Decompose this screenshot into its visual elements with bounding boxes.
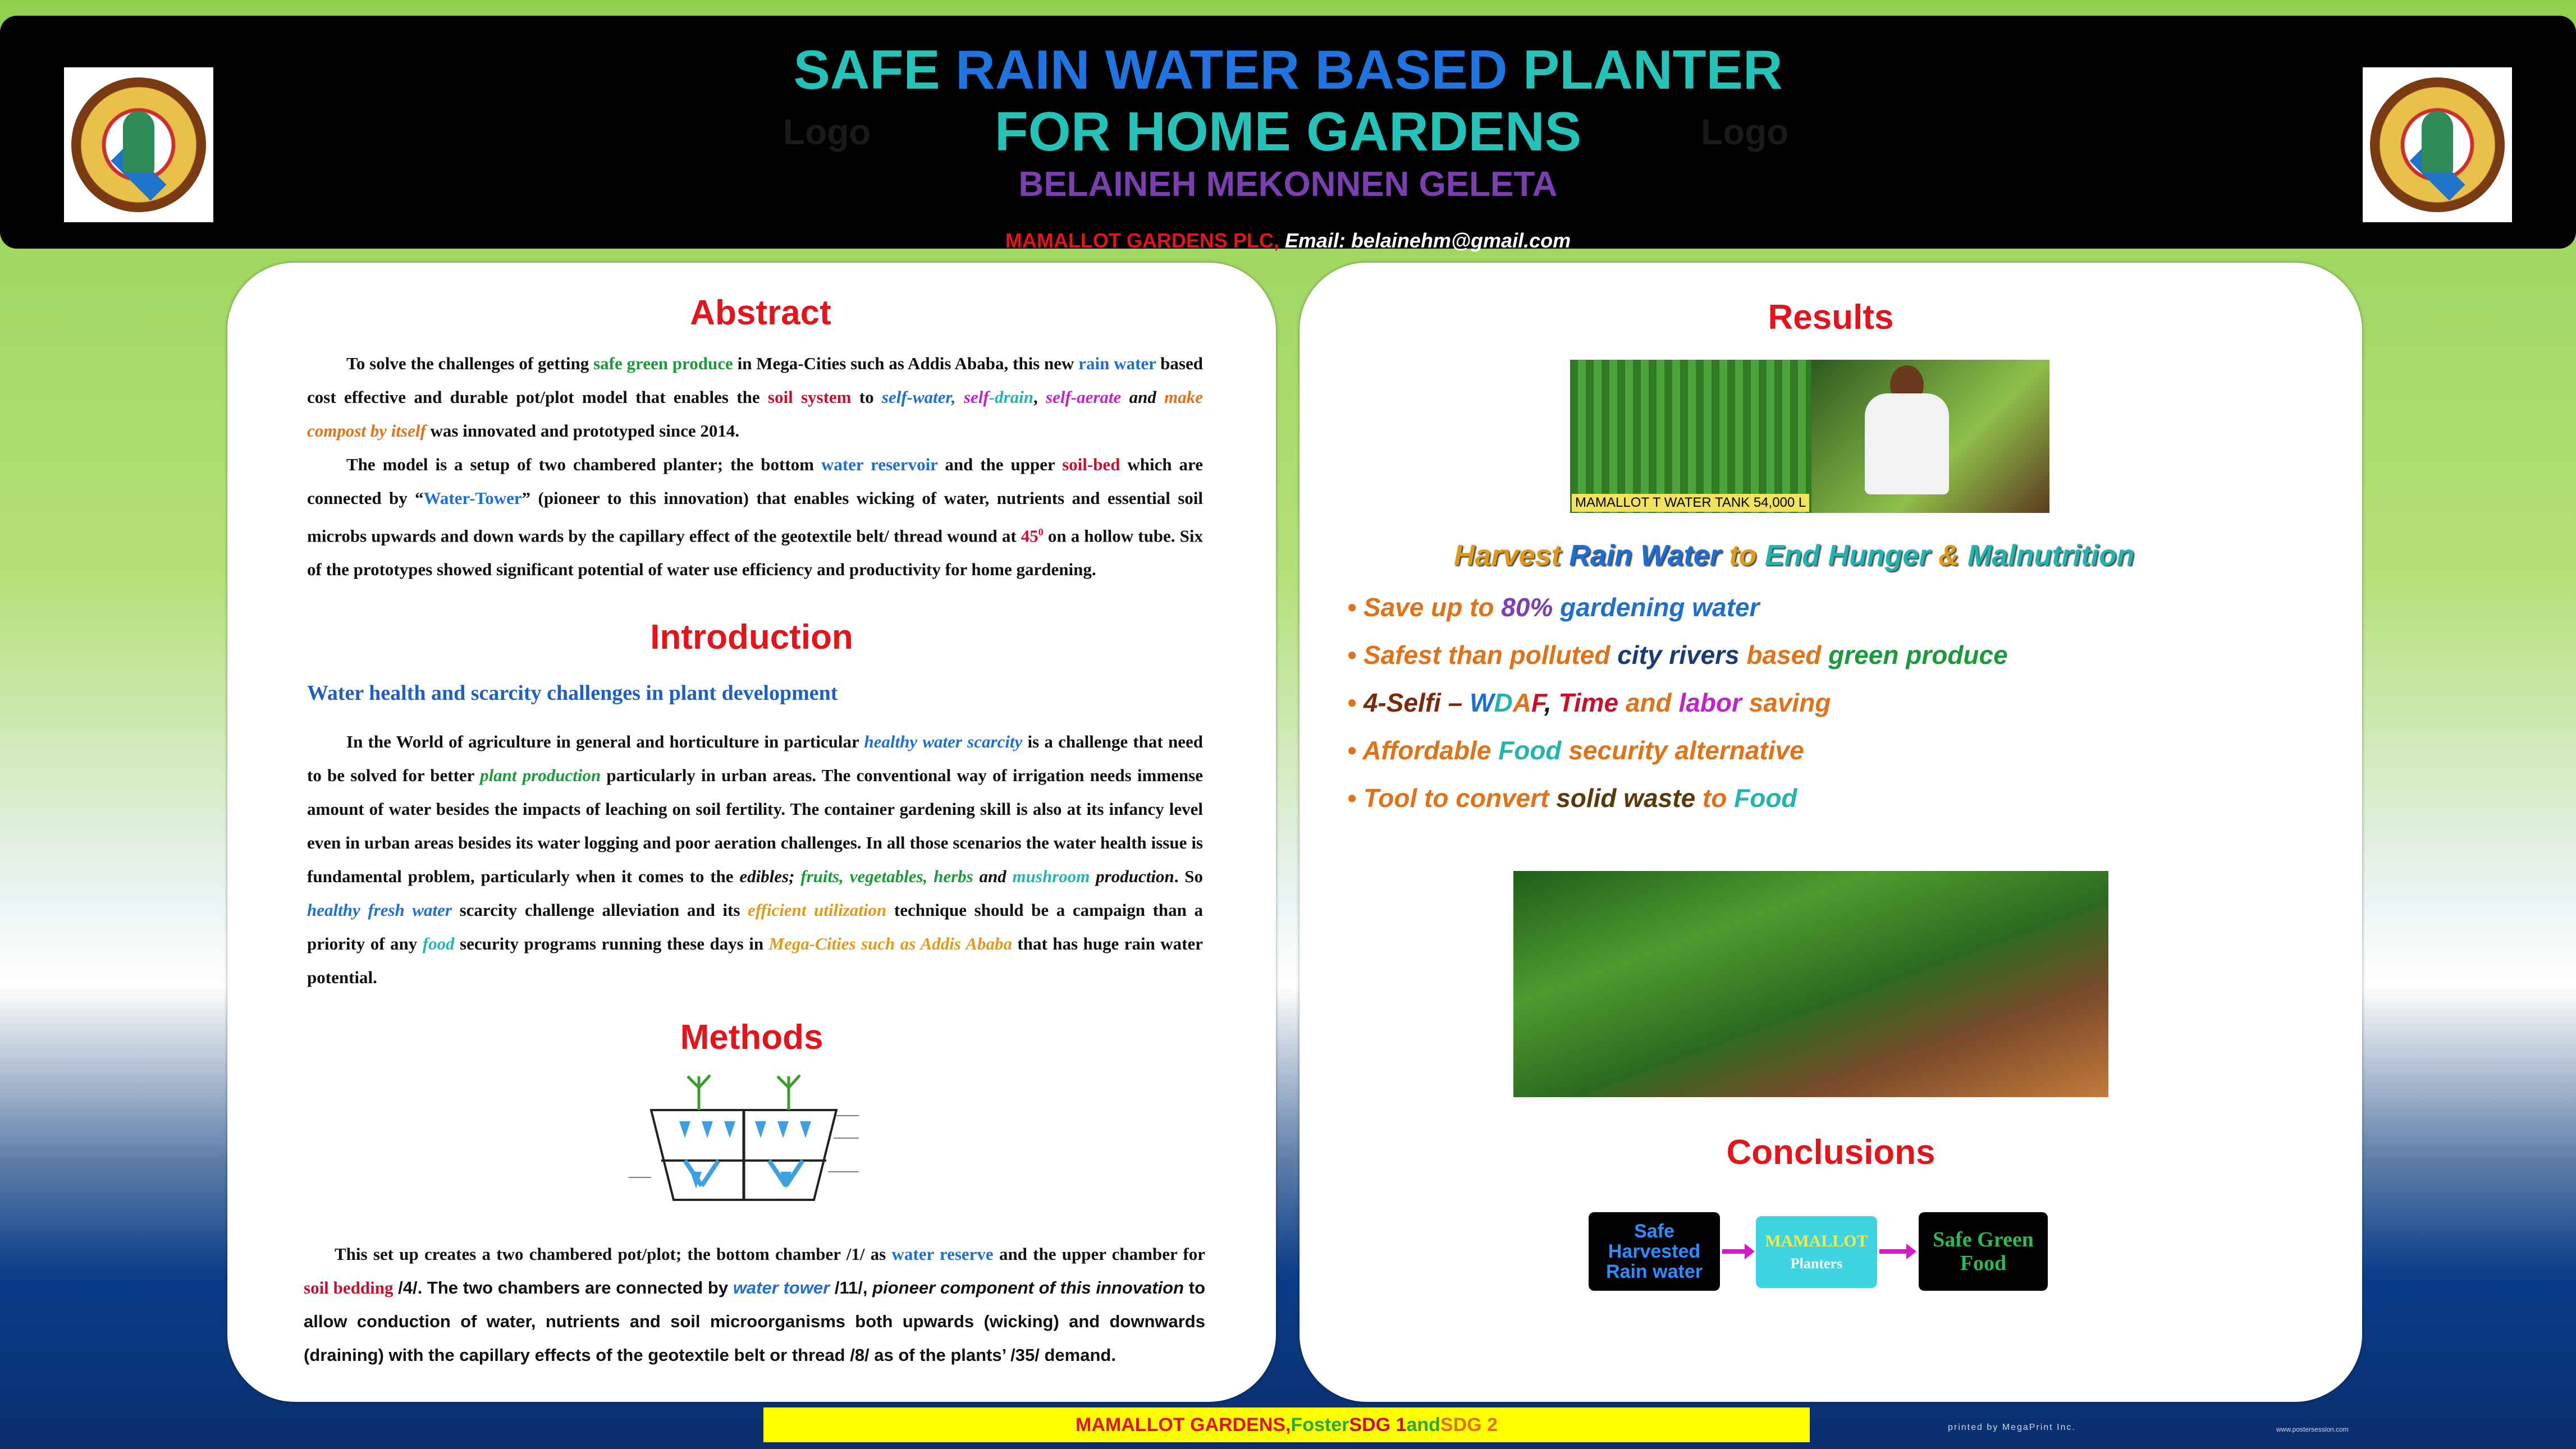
harvest-slogan: Harvest Rain Water to End Hunger & Malnutrition: [1454, 539, 2135, 572]
abstract-title: Abstract: [690, 294, 831, 332]
poster-header: [0, 16, 2576, 252]
author-name: BELAINEH MEKONNEN GELETA: [1018, 165, 1558, 204]
arrow-right-icon: [1879, 1249, 1911, 1254]
bullet-item: • Tool to convert solid waste to Food: [1347, 783, 1797, 813]
title-line-1: SAFE RAIN WATER BASED PLANTER: [793, 39, 1783, 100]
abstract-text: To solve the challenges of getting safe green produce in Mega-Cities such as Addis Ababa, this new rain water based cost effective and durable pot/plot model that enables the soil system to self-water, self-drain, self-aerate and make compost by itself was innovated and prototyped since 2014. The model is a setup of two chambered planter; the bottom water reservoir and the upper soil-bed which are connected by “Water-Tower” (pioneer to this innovation) that enables wicking of water, nutrients and essential soil microbs upwards and down wards by the capillary effect of the geotextile belt/ thread wound at $45^0$ on a hollow tube. Six of the prototypes showed significant potential of water use efficiency and productivity for home gardening.: [307, 354, 1204, 580]
title-line-2: FOR HOME GARDENS: [994, 100, 1582, 162]
printer-credit: printed by MegaPrint Inc.: [1948, 1423, 2076, 1432]
email: Email: belainehm@gmail.com: [1284, 229, 1571, 252]
results-title: Results: [1768, 298, 1894, 337]
results-bullets: [1347, 584, 2008, 822]
logo-placeholder-right: Logo: [1701, 112, 1789, 152]
tank-label: MAMALLOT T WATER TANK 54,000 L: [1572, 494, 1809, 512]
bullet-item: • Safest than polluted city rivers based green produce: [1347, 640, 2008, 670]
arrow-right-icon: [1722, 1249, 1749, 1254]
affiliation-line: [0, 229, 2576, 253]
methods-text: This set up creates a two chambered pot/plot; the bottom chamber /1/ as water reserve and the upper chamber for soil bedding /4/. The two chambers are connected by water tower /11/, pioneer component of this innovation to allow conduction of water, nutrients and soil microorganisms both upwards (wicking) and downwards (draining) with the capillary effects of the geotextile belt or thread /8/ as of the plants’ /35/ demand.: [304, 1244, 1205, 1365]
introduction-title: Introduction: [650, 618, 853, 657]
gardener-photo: [1811, 360, 2049, 513]
introduction-subheading: Water health and scarcity challenges in plant development: [307, 681, 838, 705]
bullet-item: • Save up to 80% gardening water: [1347, 593, 1760, 622]
planter-diagram: [617, 1060, 870, 1228]
garden-beds-photo: [1513, 871, 2108, 1097]
printer-url: www.postersession.com: [2276, 1425, 2349, 1433]
flow-box-planters: MAMALLOT Planters: [1756, 1216, 1877, 1288]
bullet-item: • 4-Selfi – WDAF, Time and labor saving: [1347, 688, 1831, 717]
logo-placeholder-left: Logo: [783, 112, 871, 152]
introduction-text: In the World of agriculture in general and horticulture in particular healthy water scarcity is a challenge that need to be solved for better plant production particularly in urban areas. The conventional way of irrigation needs immense amount of water besides the impacts of leaching on soil fertility. The container gardening skill is also at its infancy level even in urban areas besides its water logging and poor aeration challenges. In all those scenarios the water health issue is fundamental problem, particularly when it comes to the edibles; fruits, vegetables, herbs and mushroom production. So healthy fresh water scarcity challenge alleviation and its efficient utilization technique should be a campaign than a priority of any food security programs running these days in Mega-Cities such as Addis Ababa that has huge rain water potential.: [307, 732, 1204, 987]
conclusions-title: Conclusions: [1726, 1133, 1936, 1172]
methods-title: Methods: [680, 1018, 823, 1057]
company-name: MAMALLOT GARDENS PLC,: [1005, 229, 1285, 252]
flow-box-green-food: Safe Green Food: [1919, 1212, 2048, 1291]
flow-box-rain-water: Safe Harvested Rain water: [1589, 1212, 1720, 1291]
water-tank-photo: [1570, 360, 1811, 513]
bullet-item: • Affordable Food security alternative: [1347, 736, 1804, 765]
footer-banner: MAMALLOT GARDENS, Foster SDG 1 and SDG 2: [763, 1407, 1810, 1442]
